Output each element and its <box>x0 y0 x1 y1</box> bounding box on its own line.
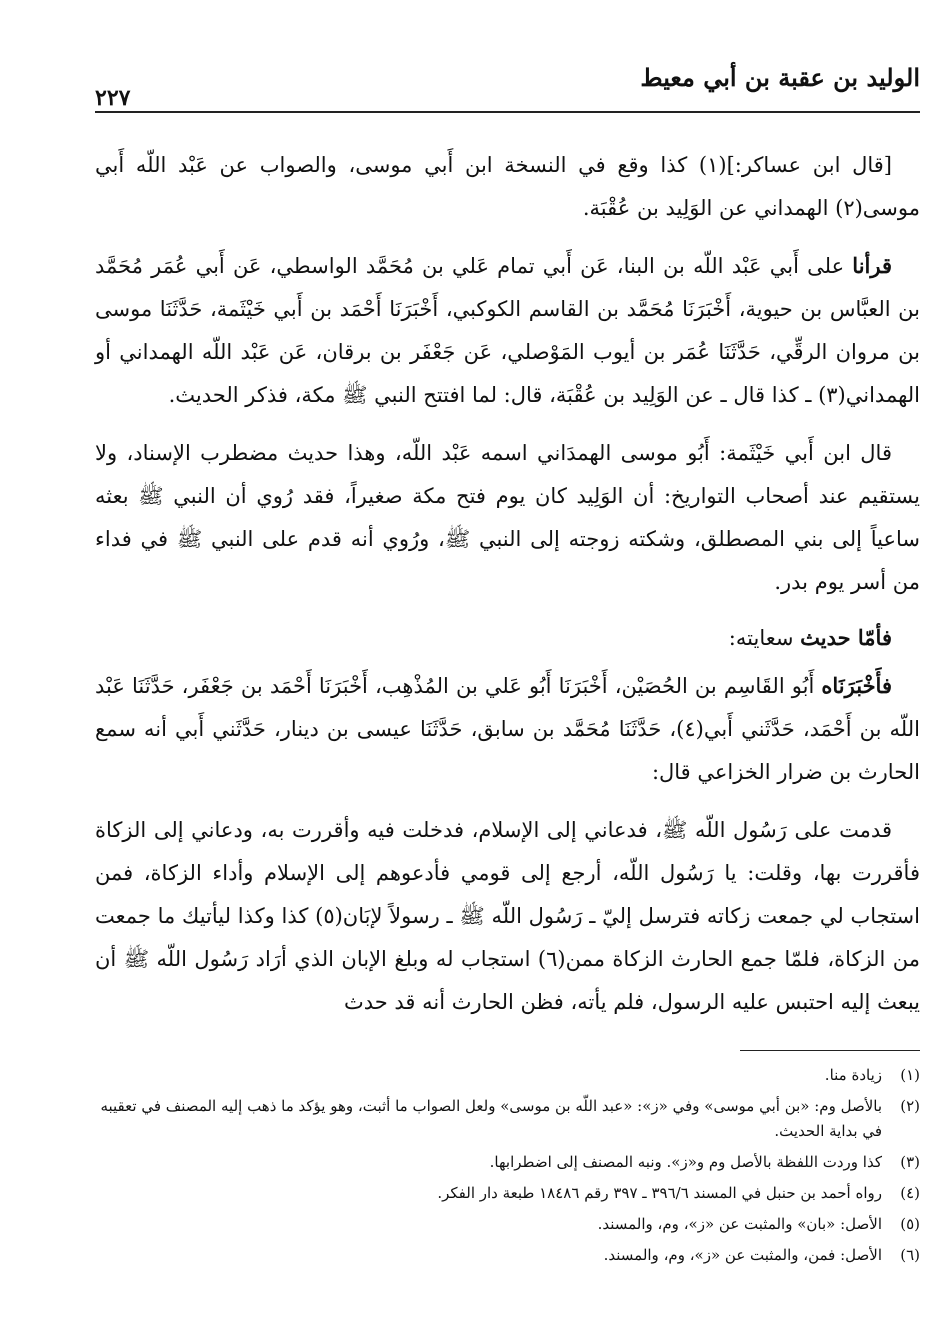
paragraph-5 <box>95 808 920 1024</box>
footnote-text: رواه أحمد بن حنبل في المسند ٣٩٦/٦ ـ ٣٩٧ رقم ١٨٤٨٦ طبعة دار الفكر. <box>437 1184 882 1202</box>
footnote-number: (٢) <box>900 1097 920 1115</box>
paragraph-lead: قرأنا <box>852 253 892 278</box>
section-heading <box>95 618 920 658</box>
section-heading-lead: فأمّا حديث <box>800 625 892 650</box>
paragraph-text: أَبُو القَاسِم بن الحُصَيْن، أَخْبَرَنَا أَبُو عَلي بن المُذْهِب، أَخْبَرَنَا أَحْمَد بن جَعْفَر، حَدَّثَنَا عَبْد اللّه بن أَحْمَد، حَدَّثَني أَبي(٤)، حَدَّثَنَا مُحَمَّد بن سابق، حَدَّثَنَا عيسى بن دينار، حَدَّثَني أَبي أنه سمع الحارث بن ضرار الخزاعي قال: <box>95 674 920 784</box>
footnote-number: (٦) <box>900 1246 920 1264</box>
footnote-text: كذا وردت اللفظة بالأصل وم و«ز». ونبه المصنف إلى اضطرابها. <box>489 1153 882 1171</box>
footnote-text: زيادة منا. <box>824 1066 882 1084</box>
footnote <box>95 1094 920 1144</box>
section-heading-text: سعايته: <box>728 626 801 650</box>
paragraph-text: قال ابن أَبي خَيْثَمة: أَبُو موسى الهمدَاني اسمه عَبْد اللّه، وهذا حديث مضطرب الإسناد، ولا يستقيم عند أصحاب التواريخ: أن الوَلِيد كان يوم فتح مكة صغيراً، فقد رُوي أن النبي ﷺ بعثه ساعياً إلى بني المصطلق، وشكته زوجته إلى النبي ﷺ، ورُوي أنه قدم على النبي ﷺ في فداء من أسر يوم بدر. <box>95 441 920 594</box>
paragraph-text: على أَبي عَبْد اللّه بن البنا، عَن أَبي تمام عَلي بن مُحَمَّد الواسطي، عَن أَبي عُمَر مُحَمَّد بن العبَّاس بن حيوية، أَخْبَرَنَا مُحَمَّد بن القاسم الكوكبي، أَخْبَرَنَا أَحْمَد بن أَبي خَيْثَمة، حَدَّثَنَا موسى بن مروان الرقِّي، حَدَّثَنَا عُمَر بن أيوب المَوْصلي، عَن جَعْفَر بن برقان، عَن عَبْد اللّه الهمداني أو الهمداني(٣) ـ كذا قال ـ عن الوَلِيد بن عُقْبَة، قال: لما افتتح النبي ﷺ مكة، فذكر الحديث. <box>95 254 920 407</box>
running-title: الوليد بن عقبة بن أبي معيط <box>640 63 920 92</box>
footnote <box>95 1063 920 1088</box>
footnote-text: بالأصل وم: «بن أبي موسى» وفي «ز»: «عبد اللّه بن موسى» ولعل الصواب ما أثبت، وهو يؤكد ما ذهب إليه المصنف في تعقيبه في بداية الحديث. <box>100 1097 882 1140</box>
footnote <box>95 1181 920 1206</box>
page-number: ٢٢٧ <box>95 85 131 111</box>
footnote-divider <box>740 1050 920 1051</box>
paragraph-2 <box>95 244 920 417</box>
paragraph-text: قدمت على رَسُول اللّه ﷺ، فدعاني إلى الإسلام، فدخلت فيه وأقررت به، ودعاني إلى الزكاة فأقررت بها، وقلت: يا رَسُول اللّه، أرجع إلى قومي فأدعوهم إلى الإسلام وأداء الزكاة، فمن استجاب لي جمعت زكاته فترسل إليّ ـ رَسُول اللّه ﷺ ـ رسولاً لإبَان(٥) كذا وكذا ليأتيك ما جمعت من الزكاة، فلمّا جمع الحارث الزكاة ممن(٦) استجاب له وبلغ الإبان الذي أرَاد رَسُول اللّه ﷺ أن يبعث إليه احتبس عليه الرسول، فلم يأته، فظن الحارث أنه قد حدث <box>95 818 921 1014</box>
paragraph-lead: فأَخْبَرَنَاه <box>821 673 892 698</box>
paragraph-4 <box>95 664 920 794</box>
footnote-text: الأصل: «بان» والمثبت عن «ز»، وم، والمسند. <box>597 1215 882 1233</box>
footnote-number: (١) <box>900 1066 920 1084</box>
footnote-text: الأصل: فمن، والمثبت عن «ز»، وم، والمسند. <box>603 1246 882 1264</box>
book-page <box>95 55 920 1315</box>
paragraph-3 <box>95 431 920 604</box>
footnotes <box>95 1063 920 1268</box>
footnote <box>95 1150 920 1175</box>
paragraph-text: [قال ابن عساكر:](١) كذا وقع في النسخة ابن أَبي موسى، والصواب عن عَبْد اللّه أَبي موسى(٢) الهمداني عن الوَلِيد بن عُقْبَة. <box>95 153 920 220</box>
footnote-number: (٣) <box>900 1153 920 1171</box>
footnote-number: (٥) <box>900 1215 920 1233</box>
footnote-number: (٤) <box>900 1184 920 1202</box>
main-text <box>95 143 920 1024</box>
footnote <box>95 1243 920 1268</box>
paragraph-1 <box>95 143 920 230</box>
footnote <box>95 1212 920 1237</box>
page-header <box>95 55 920 113</box>
